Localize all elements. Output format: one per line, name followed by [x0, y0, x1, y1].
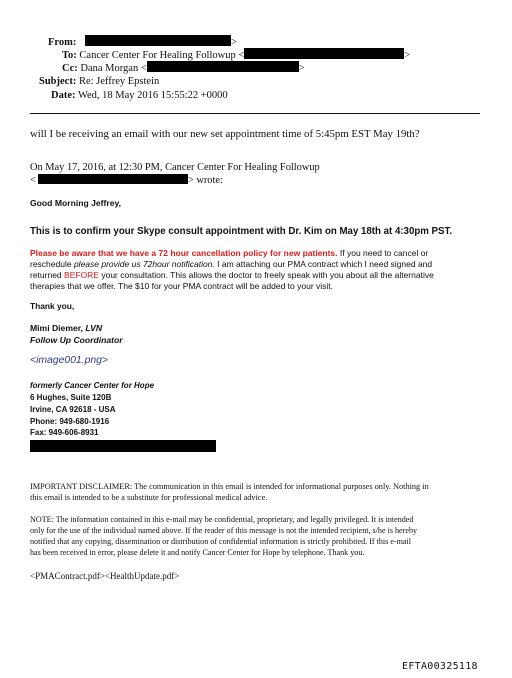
bates-number: EFTA00325118 — [402, 661, 478, 672]
note-line-1: NOTE: The information contained in this e-mail may be confidential, proprietary, and legally privileged. It is intended — [30, 515, 414, 524]
policy-line-1 — [30, 248, 428, 258]
phone-line: Phone: 949-680-1916 — [30, 417, 110, 426]
policy-line-3 — [30, 270, 434, 280]
redaction-bar — [85, 35, 231, 46]
fax-line: Fax: 949-606-8931 — [30, 428, 99, 437]
redaction-bar — [147, 61, 299, 72]
quote-lead: < — [30, 175, 36, 186]
thanks: Thank you, — [30, 301, 75, 311]
date-label: Date: — [51, 90, 76, 101]
cc-tail: > — [298, 63, 305, 74]
from-label: From: — [48, 37, 77, 48]
date-row — [51, 89, 228, 102]
to-tail: > — [404, 50, 411, 61]
redaction-bar — [30, 440, 216, 452]
quote-line-2 — [30, 174, 223, 186]
signature-title: Follow Up Coordinator — [30, 335, 123, 345]
policy-text: your consultation. This allows the doctor to freely speak with you about all the alternative — [98, 270, 434, 280]
signature-credential: LVN — [85, 323, 103, 333]
from-row — [48, 35, 237, 49]
header-divider — [30, 113, 480, 114]
date-value: Wed, 18 May 2016 15:55:22 +0000 — [77, 90, 228, 101]
address-line-1: 6 Hughes, Suite 120B — [30, 393, 112, 402]
signature-name-text: Mimi Diemer, — [30, 323, 86, 333]
note-line-2: only for the use of the individual named above. If the reader of this message is not the intended recipient, s/he is hereby — [30, 526, 418, 535]
cancellation-policy: Please be aware that we have a 72 hour cancellation policy for new patients. — [30, 248, 338, 258]
policy-text: returned — [30, 270, 65, 280]
quote-tail: > wrote: — [187, 175, 223, 186]
disclaimer-line-2: this email is intended to be a substitute for professional medical advice. — [30, 493, 268, 502]
policy-text: I am attaching our PMA contract which I need signed and — [214, 259, 433, 269]
before-emphasis: BEFORE — [64, 270, 99, 280]
subject-label: Subject: — [39, 76, 77, 87]
subject-row — [39, 75, 159, 88]
note-line-4: has been received in error, please delete it and notify Cancer Center for Hope by telephone. Thank you. — [30, 548, 365, 557]
to-label: To: — [62, 50, 77, 61]
policy-text: reschedule — [30, 259, 74, 269]
confirm-line: This is to confirm your Skype consult appointment with Dr. Kim on May 18th at 4:30pm PST. — [30, 226, 453, 237]
greeting: Good Morning Jeffrey, — [30, 198, 122, 208]
policy-rest: If you need to cancel or — [337, 248, 429, 258]
cc-label: Cc: — [62, 63, 78, 74]
subject-value: Re: Jeffrey Epstein — [78, 76, 160, 87]
notification-note: please provide us 72hour notification. — [73, 259, 215, 269]
to-row — [62, 48, 410, 62]
policy-line-2 — [30, 259, 432, 269]
quote-line-1: On May 17, 2016, at 12:30 PM, Cancer Center For Healing Followup — [30, 162, 320, 173]
address-line-2: Irvine, CA 92618 - USA — [30, 405, 116, 414]
disclaimer-line-1: IMPORTANT DISCLAIMER: The communication in this email is intended for informational purposes only. Nothing in — [30, 482, 429, 491]
note-line-3: notified that any copying, dissemination or distribution of confidential information is strictly prohibited. If this e-mail — [30, 537, 412, 546]
to-value: Cancer Center For Healing Followup < — [79, 50, 245, 61]
from-tail: > — [231, 37, 237, 48]
redaction-bar — [38, 174, 188, 184]
policy-line-4: therapies that we offer. The $10 for your PMA contract will be added to your visit. — [30, 281, 334, 291]
reply-text: will I be receiving an email with our new set appointment time of 5:45pm EST May 19th? — [30, 128, 420, 140]
signature-name — [30, 323, 102, 333]
formerly-line: formerly Cancer Center for Hope — [30, 381, 155, 390]
cc-row — [62, 61, 305, 75]
cc-value: Dana Morgan < — [80, 63, 147, 74]
image-placeholder: <image001.png> — [30, 355, 108, 366]
redaction-bar — [244, 48, 404, 59]
attachments-line: <PMAContract.pdf><HealthUpdate.pdf> — [30, 571, 180, 581]
